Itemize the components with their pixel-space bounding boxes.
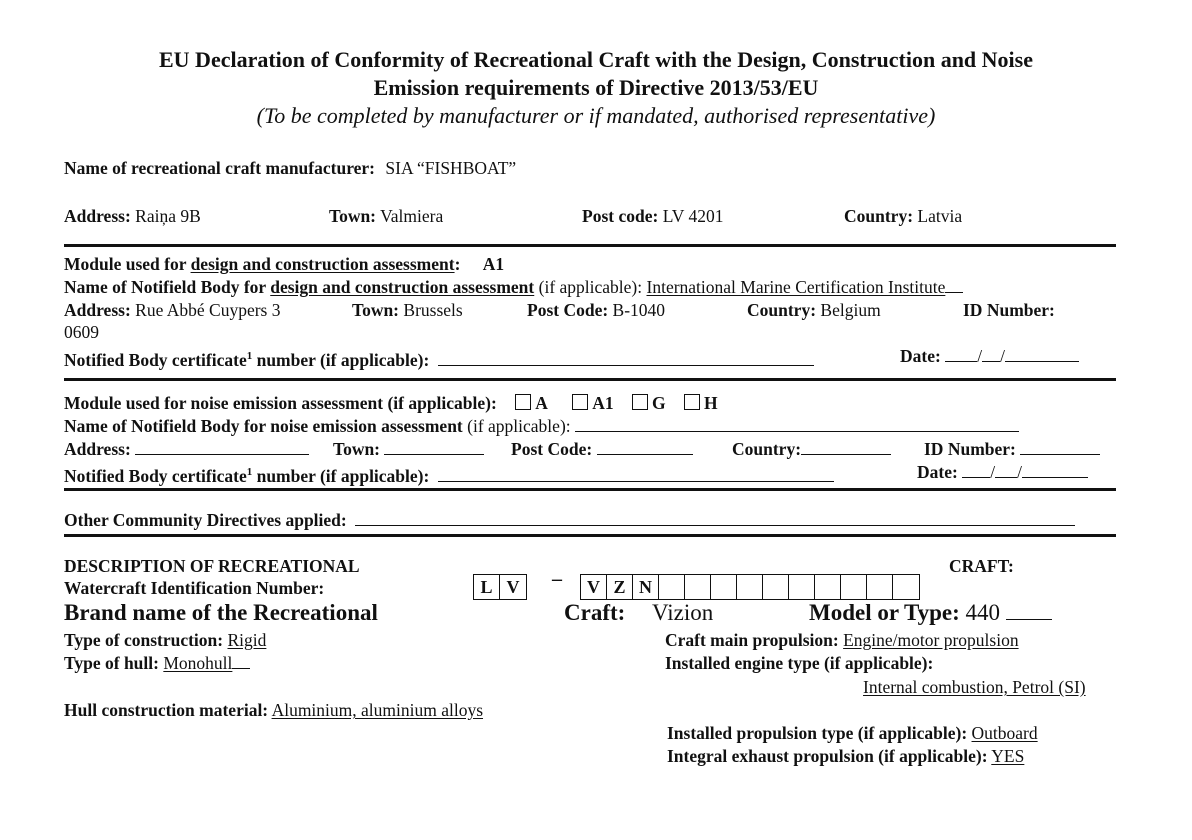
win-dash: – [552,568,562,590]
other-directives-field[interactable] [355,510,1075,526]
postcode-value: LV 4201 [662,206,724,226]
win-cell: N [633,575,659,599]
win-cell[interactable] [841,575,867,599]
manufacturer-row [64,158,516,178]
noise-nb-row: Name of Notifield Body for noise emission assessment (if applicable): [64,416,1019,436]
design-nb-note: (if applicable): [534,277,647,297]
noise-town-field[interactable] [384,439,484,455]
win-cell: V [581,575,607,599]
material-row: Hull construction material: Aluminium, aluminium alloys [64,700,484,720]
noise-cert-row: Notified Body certificate$^1$ number (if applicable): [64,462,834,486]
design-module-row [64,254,504,274]
win-cell[interactable] [659,575,685,599]
document-title-line1: EU Declaration of Conformity of Recreational Craft with the Design, Construction and Noise [159,47,1033,72]
noise-nb-address: Address: [64,439,309,459]
win-cell[interactable] [815,575,841,599]
section-divider [64,244,1116,247]
date-month-field[interactable] [982,346,1000,362]
construction-row: Type of construction: Rigid [64,630,267,650]
win-cell[interactable] [711,575,737,599]
engine-label: Installed engine type (if applicable): [665,653,934,673]
design-cert-number-field[interactable] [438,350,814,366]
integral-exhaust-row: Integral exhaust propulsion (if applicable): YES [667,746,1025,766]
win-cell[interactable] [867,575,893,599]
section-divider [64,488,1116,491]
blank-line [1006,604,1052,620]
checkbox-icon[interactable] [515,394,531,410]
noise-country-field[interactable] [801,439,891,455]
noise-option-a[interactable]: A [515,393,548,413]
design-nb-id-label: ID Number: [963,300,1055,320]
design-cert-date: Date: / / [900,346,1079,366]
country-label: Country: [844,206,914,226]
document-subtitle: (To be completed by manufacturer or if mandated, authorised representative) [256,103,936,128]
manufacturer-address [64,206,201,226]
win-cell: V [506,577,520,597]
manufacturer-town [329,206,443,226]
date-day-field[interactable] [945,346,977,362]
win-group-manufacturer [580,574,920,600]
blank-line [945,277,963,293]
date-year-field[interactable] [1005,346,1079,362]
design-nb-row [64,277,963,297]
noise-option-g[interactable]: G [632,393,666,413]
win-cell[interactable] [763,575,789,599]
checkbox-icon[interactable] [572,394,588,410]
noise-nb-id: ID Number: [924,439,1100,459]
noise-nb-country: Country: [732,439,891,459]
town-value: Valmiera [380,206,444,226]
propulsion-row: Craft main propulsion: Engine/motor propulsion [665,630,1019,650]
noise-postcode-field[interactable] [597,439,693,455]
model-row: Model or Type: 440 [809,600,1052,626]
checkbox-icon[interactable] [684,394,700,410]
win-cell[interactable] [685,575,711,599]
postcode-label: Post code: [582,206,659,226]
blank-line [232,653,250,669]
manufacturer-country [844,206,962,226]
manufacturer-postcode [582,206,723,226]
date-day-field[interactable] [962,462,990,478]
address-label: Address: [64,206,131,226]
section-divider [64,378,1116,381]
win-cell[interactable] [737,575,763,599]
brand-value: Vizion [652,600,714,625]
win-cell[interactable] [893,575,919,599]
noise-id-field[interactable] [1020,439,1100,455]
noise-nb-town: Town: [333,439,484,459]
design-nb-town: Town: Brussels [352,300,463,320]
design-cert-row: Notified Body certificate$^1$ number (if applicable): [64,346,814,370]
section-divider [64,534,1116,537]
noise-nb-name-field[interactable] [575,416,1019,432]
hull-row: Type of hull: Monohull [64,653,250,673]
craft-label: Craft: [564,600,626,625]
address-value: Raiņa 9B [135,206,201,226]
win-group-country [473,574,527,600]
town-label: Town: [329,206,377,226]
design-module-value: A1 [482,254,505,274]
model-value: 440 [965,600,1001,625]
design-nb-value: International Marine Certification Institute [646,277,946,297]
noise-option-a1[interactable]: A1 [572,393,613,413]
manufacturer-label: Name of recreational craft manufacturer: [64,158,376,178]
brand-label: Brand name of the Recreational [64,600,378,625]
installed-propulsion-row: Installed propulsion type (if applicable): Outboard [667,723,1038,743]
description-heading-craft: CRAFT: [949,556,1014,576]
win-cell[interactable] [789,575,815,599]
win-cell: Z [607,575,633,599]
design-nb-id-value: 0609 [64,322,99,342]
other-directives-row: Other Community Directives applied: [64,510,1075,530]
noise-nb-postcode: Post Code: [511,439,693,459]
design-nb-label: Name of Notifield Body for design and construction assessment [64,277,535,297]
document-title-line2: Emission requirements of Directive 2013/53/EU [373,75,819,100]
checkbox-icon[interactable] [632,394,648,410]
noise-module-row [64,393,718,413]
design-nb-address: Address: Rue Abbé Cuypers 3 [64,300,281,320]
noise-cert-number-field[interactable] [438,466,834,482]
country-value: Latvia [917,206,963,226]
design-nb-country: Country: Belgium [747,300,881,320]
noise-module-label: Module used for noise emission assessment (if applicable): [64,393,497,413]
design-nb-postcode: Post Code: B-1040 [527,300,666,320]
win-cell: L [474,575,500,599]
description-heading: DESCRIPTION OF RECREATIONAL [64,556,360,576]
noise-address-field[interactable] [135,439,309,455]
win-label: Watercraft Identification Number: [64,578,325,598]
noise-cert-date: Date: / / [917,462,1088,482]
noise-option-h[interactable]: H [684,393,718,413]
date-month-field[interactable] [995,462,1017,478]
design-module-label: Module used for design and construction assessment: [64,254,461,274]
manufacturer-value: SIA “FISHBOAT” [385,158,517,178]
engine-value: Internal combustion, Petrol (SI) [863,677,1086,697]
date-year-field[interactable] [1022,462,1088,478]
